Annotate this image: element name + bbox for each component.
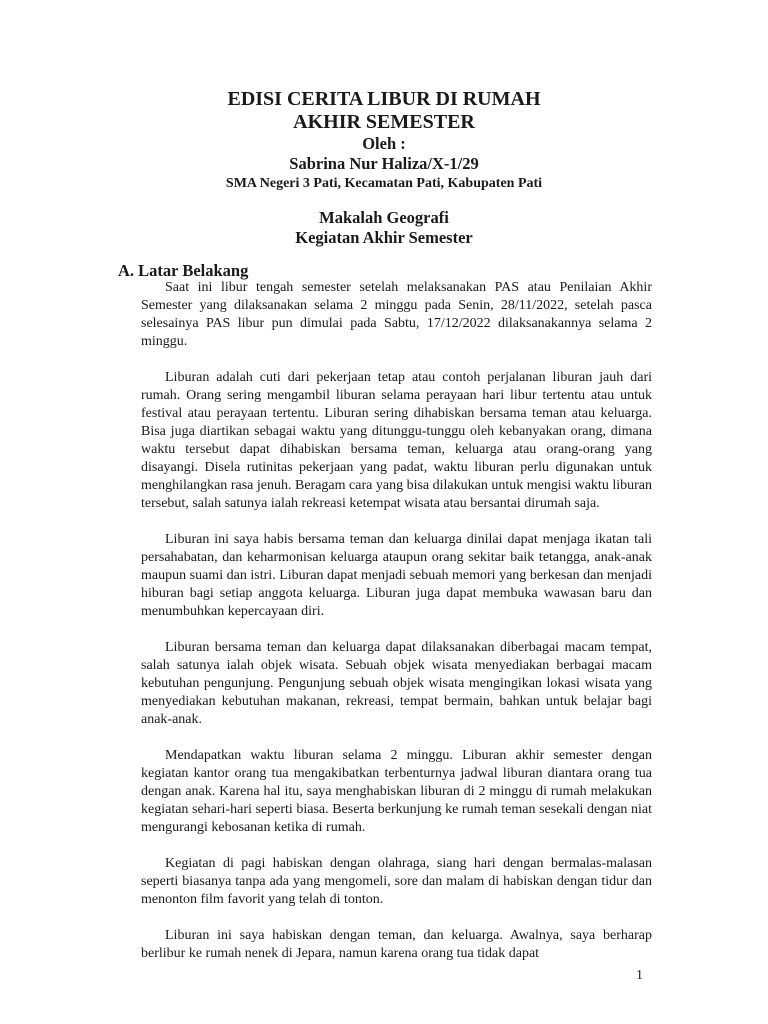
title-block: [0, 88, 768, 248]
paragraph: Liburan ini saya habis bersama teman dan keluarga dinilai dapat menjaga ikatan tali persahabatan, dan keharmonisan keluarga ataupun orang sekitar baik tetangga, anak-anak maupun suami dan istri. Liburan dapat menjadi sebuah memori yang berkesan dan menjadi hiburan bagi setiap anggota keluarga. Liburan juga dapat membuka wawasan baru dan menumbuhkan kepercayaan diri.: [141, 532, 652, 619]
section-heading: A. Latar Belakang: [118, 261, 249, 280]
paragraph: Liburan ini saya habiskan dengan teman, dan keluarga. Awalnya, saya berharap berlibur ke rumah nenek di Jepara, namun karena orang tua tidak dapat: [141, 928, 652, 961]
paragraph: Saat ini libur tengah semester setelah melaksanakan PAS atau Penilaian Akhir Semester yang dilaksanakan selama 2 minggu pada Senin, 28/11/2022, setelah pasca selesainya PAS libur pun dimulai pada Sabtu, 17/12/2022 dilaksanakannya selama 2 minggu.: [141, 280, 652, 349]
topic-title: Kegiatan Akhir Semester: [295, 228, 473, 247]
body-text: [141, 279, 652, 981]
document-title-line1: EDISI CERITA LIBUR DI RUMAH: [227, 88, 541, 110]
paragraph: Liburan adalah cuti dari pekerjaan tetap atau contoh perjalanan liburan jauh dari rumah. Orang sering mengambil liburan selama perayaan hari libur tertentu atau untuk festival atau perayaan tertentu. Liburan sering dihabiskan bersama teman atau keluarga. Bisa juga diartikan sebagai waktu yang ditunggu-tunggu oleh kebanyakan orang, dimana waktu tersebut dapat dihabiskan bersama teman, keluarga atau orang-orang yang disayangi. Disela rutinitas pekerjaan yang padat, waktu liburan perlu digunakan untuk menghilangkan rasa jenuh. Beragam cara yang bisa dilakukan untuk mengisi waktu liburan tersebut, salah satunya ialah rekreasi ketempat wisata atau bersantai dirumah saja.: [141, 370, 652, 511]
document-title-line2: AKHIR SEMESTER: [293, 111, 475, 133]
by-label: Oleh :: [362, 134, 406, 153]
paragraph: Kegiatan di pagi habiskan dengan olahraga, siang hari dengan bermalas-malasan seperti biasanya tanpa ada yang mengomeli, sore dan malam di habiskan dengan tidur dan menonton film favorit yang telah di tonton.: [141, 856, 652, 907]
author-name: Sabrina Nur Haliza/X-1/29: [289, 154, 479, 173]
paragraph: Mendapatkan waktu liburan selama 2 minggu. Liburan akhir semester dengan kegiatan kantor orang tua mengakibatkan terbenturnya jadwal liburan diantara orang tua dengan anak. Karena hal itu, saya menghabiskan liburan di 2 minggu di rumah melakukan kegiatan sehari-hari seperti biasa. Beserta berkunjung ke rumah teman sesekali dengan niat mengurangi kebosanan ketika di rumah.: [141, 748, 652, 835]
subject-title: Makalah Geografi: [319, 208, 449, 227]
page-number: 1: [636, 968, 643, 983]
school-name: SMA Negeri 3 Pati, Kecamatan Pati, Kabupaten Pati: [225, 176, 543, 191]
paragraph: Liburan bersama teman dan keluarga dapat dilaksanakan diberbagai macam tempat, salah satunya ialah objek wisata. Sebuah objek wisata menyediakan berbagai macam kebutuhan pengunjung. Pengunjung sebuah objek wisata mengingikan lokasi wisata yang menyediakan kebutuhan makanan, rekreasi, tempat bermain, bahkan untuk belajar bagi anak-anak.: [141, 640, 652, 727]
